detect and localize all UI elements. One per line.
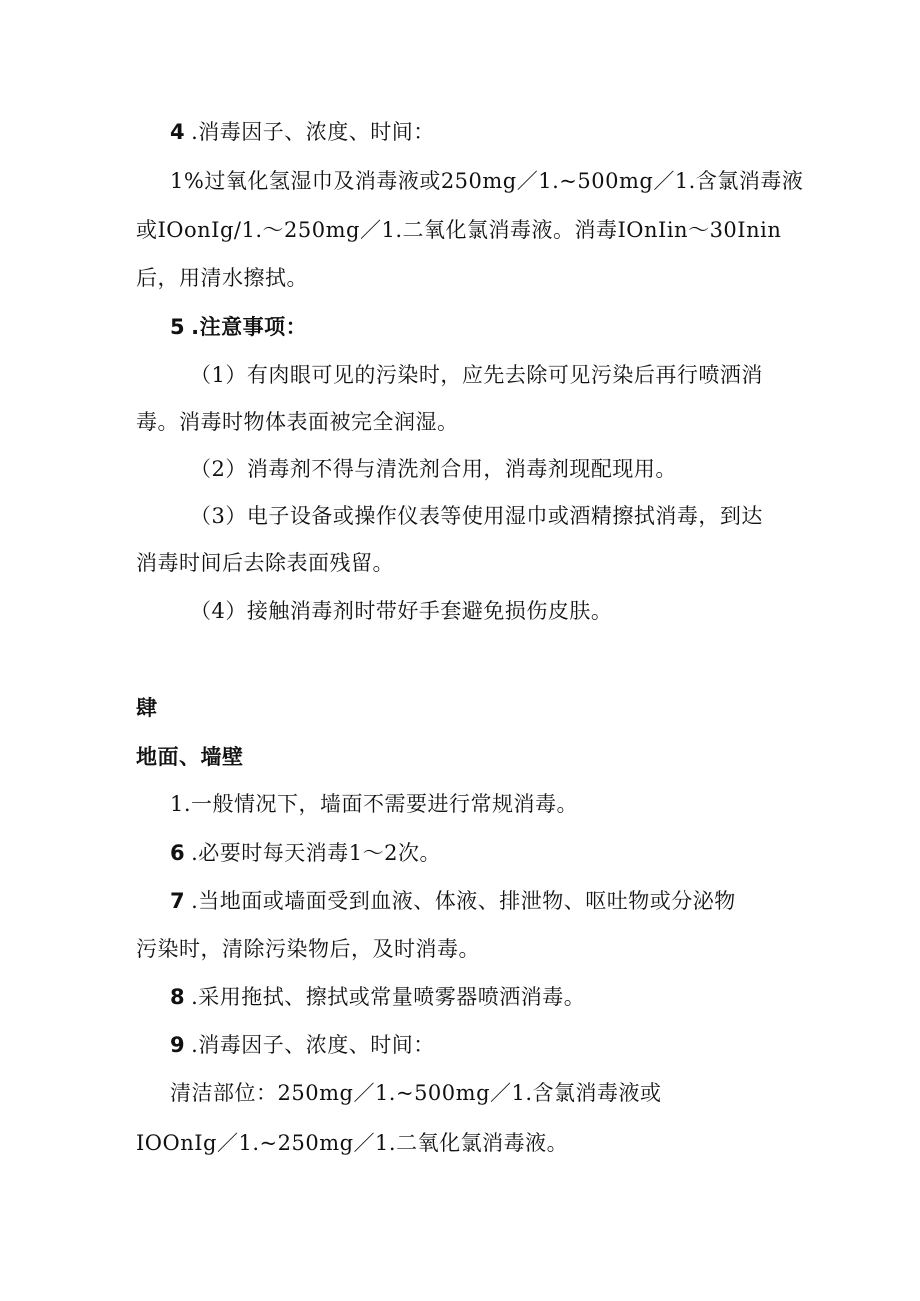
paragraph-line: 清洁部位：250mg／1.~500mg／1.含氯消毒液或 [170,1081,662,1105]
item-number: 4 [170,120,186,144]
note-item-1: （1）有肉眼可见的污染时，应先去除可见污染后再行喷洒消 [190,363,763,387]
list-item-7: 7 .当地面或墙面受到血液、体液、排泄物、呕吐物或分泌物 [170,889,736,913]
item-number: 7 [170,889,186,913]
section-5-heading [170,312,800,342]
paragraph-line: IOOnIg／1.~250mg／1.二氧化氯消毒液。 [136,1131,569,1155]
list-item-8: 8 .采用拖拭、擦拭或常量喷雾器喷洒消毒。 [170,985,586,1009]
paragraph-line: 消毒时间后去除表面残留。 [136,551,394,575]
item-number: 6 [170,841,186,865]
list-item-6: 6 .必要时每天消毒1～2次。 [170,841,442,865]
item-number: 9 [170,1033,186,1057]
list-item-9: 9 .消毒因子、浓度、时间： [170,1033,435,1057]
note-item-2: （2）消毒剂不得与清洗剂合用，消毒剂现配现用。 [190,457,677,481]
paragraph-line: 1%过氧化氢湿巾及消毒液或250mg／1.~500mg／1.含氯消毒液 [170,169,804,193]
heading-text: .注意事项： [191,315,308,339]
item-number: 5 [170,315,186,339]
list-item-1: 1.一般情况下，墙面不需要进行常规消毒。 [170,792,579,816]
paragraph-line: 污染时，清除污染物后，及时消毒。 [136,937,480,961]
section-title: 地面、墙壁 [136,745,244,769]
paragraph-line: 毒。消毒时物体表面被完全润湿。 [136,410,459,434]
item-number: 8 [170,985,186,1009]
paragraph-line: 或IOonIg/1.～250mg／1.二氧化氯消毒液。消毒IOnIin～30Inin [136,218,782,242]
section-4-heading [170,117,800,147]
heading-text: .消毒因子、浓度、时间： [191,120,435,144]
note-item-4: （4）接触消毒剂时带好手套避免损伤皮肤。 [190,599,613,623]
chapter-number: 肆 [136,696,158,720]
note-item-3: （3）电子设备或操作仪表等使用湿巾或酒精擦拭消毒，到达 [190,504,763,528]
paragraph-line: 后，用清水擦拭。 [136,266,308,290]
